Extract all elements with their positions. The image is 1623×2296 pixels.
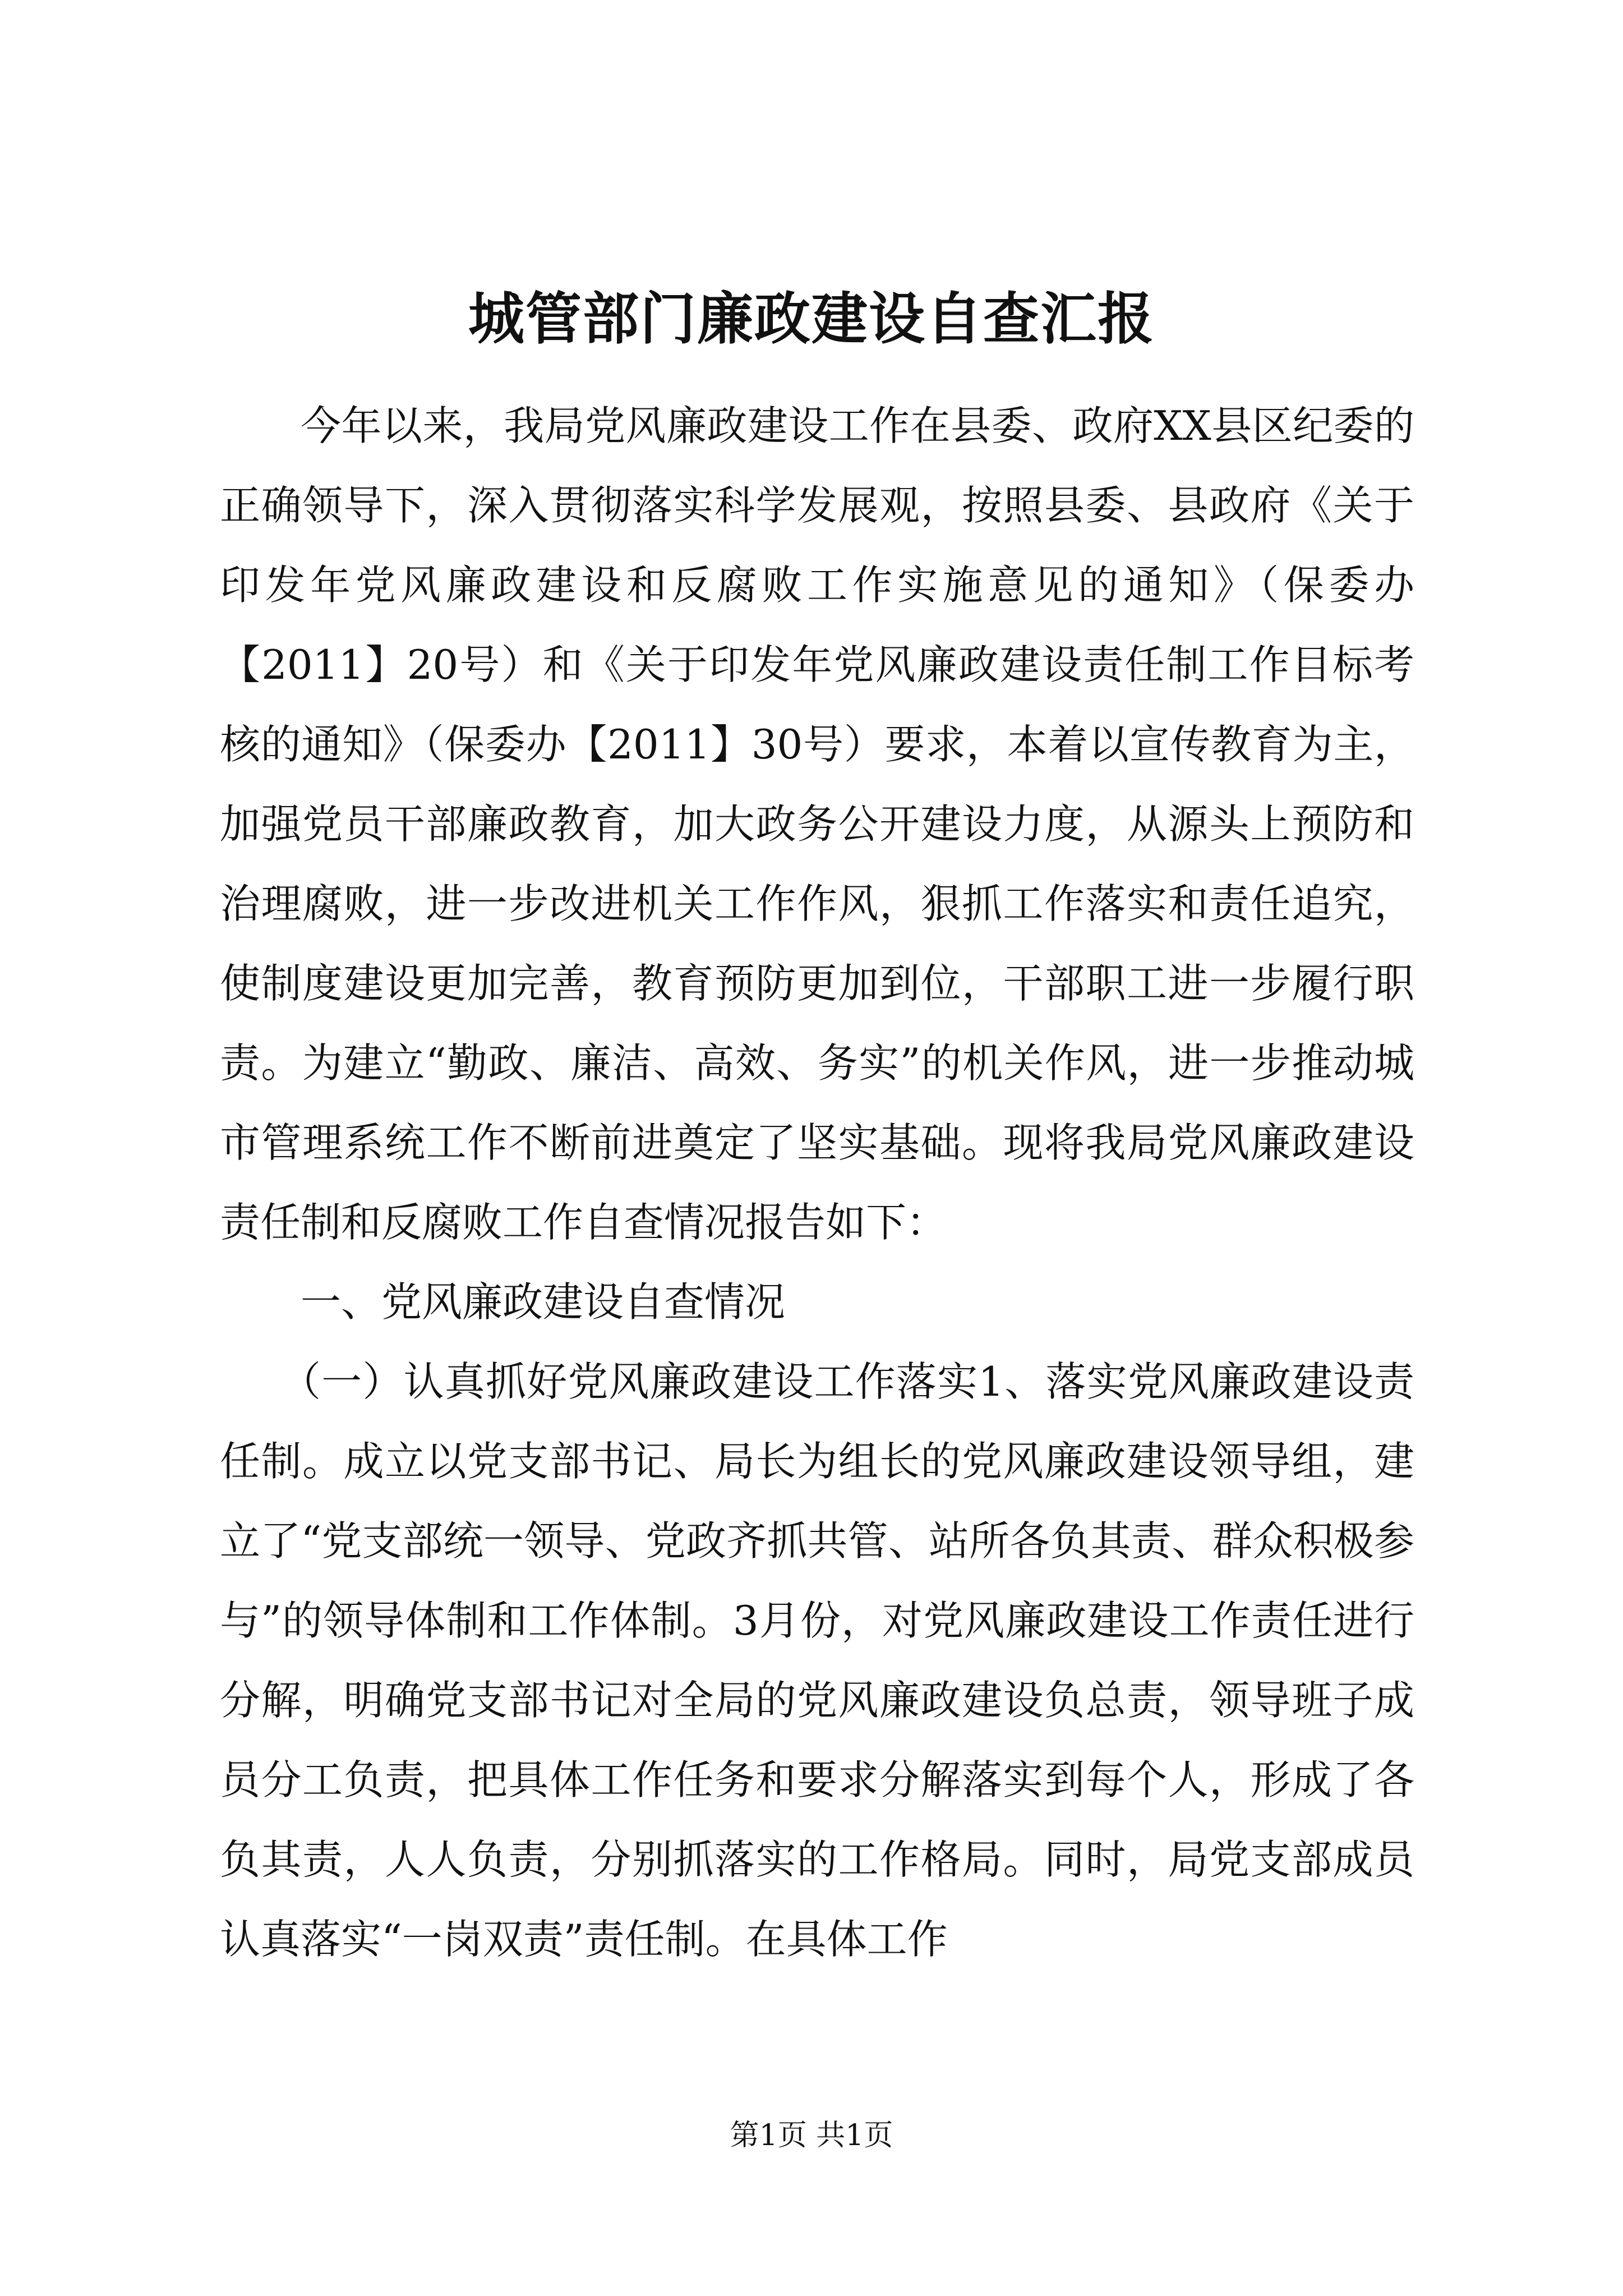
document-title: 城管部门廉政建设自查汇报: [468, 286, 1155, 352]
document-body: [220, 386, 1414, 1979]
page-footer: 第1页 共1页: [730, 2119, 893, 2152]
section-heading: 一、党风廉政建设自查情况: [301, 1278, 786, 1326]
paragraph-section-1: （一）认真抓好党风廉政建设工作落实1、落实党风廉政建设责任制。成立以党支部书记、局长为组长的党风廉政建设领导组，建立了“党支部统一领导、党政齐抓共管、站所各负其责、群众积极参与”的领导体制和工作体制。3月份，对党风廉政建设工作责任进行分解，明确党支部书记对全局的党风廉政建设负总责，领导班子成员分工负责，把具体工作任务和要求分解落实到每个人，形成了各负其责，人人负责，分别抓落实的工作格局。同时，局党支部成员认真落实“一岗双责”责任制。在具体工作: [220, 1358, 1414, 1963]
paragraph-intro: 今年以来，我局党风廉政建设工作在县委、政府XX县区纪委的正确领导下，深入贯彻落实科学发展观，按照县委、县政府《关于印发年党风廉政建设和反腐败工作实施意见的通知》（保委办【2011】20号）和《关于印发年党风廉政建设责任制工作目标考核的通知》（保委办【2011】30号）要求，本着以宣传教育为主，加强党员干部廉政教育，加大政务公开建设力度，从源头上预防和治理腐败，进一步改进机关工作作风，狠抓工作落实和责任追究，使制度建设更加完善，教育预防更加到位，干部职工进一步履行职责。为建立“勤政、廉洁、高效、务实”的机关作风，进一步推动城市管理系统工作不断前进奠定了坚实基础。现将我局党风廉政建设责任制和反腐败工作自查情况报告如下：: [220, 402, 1414, 1246]
